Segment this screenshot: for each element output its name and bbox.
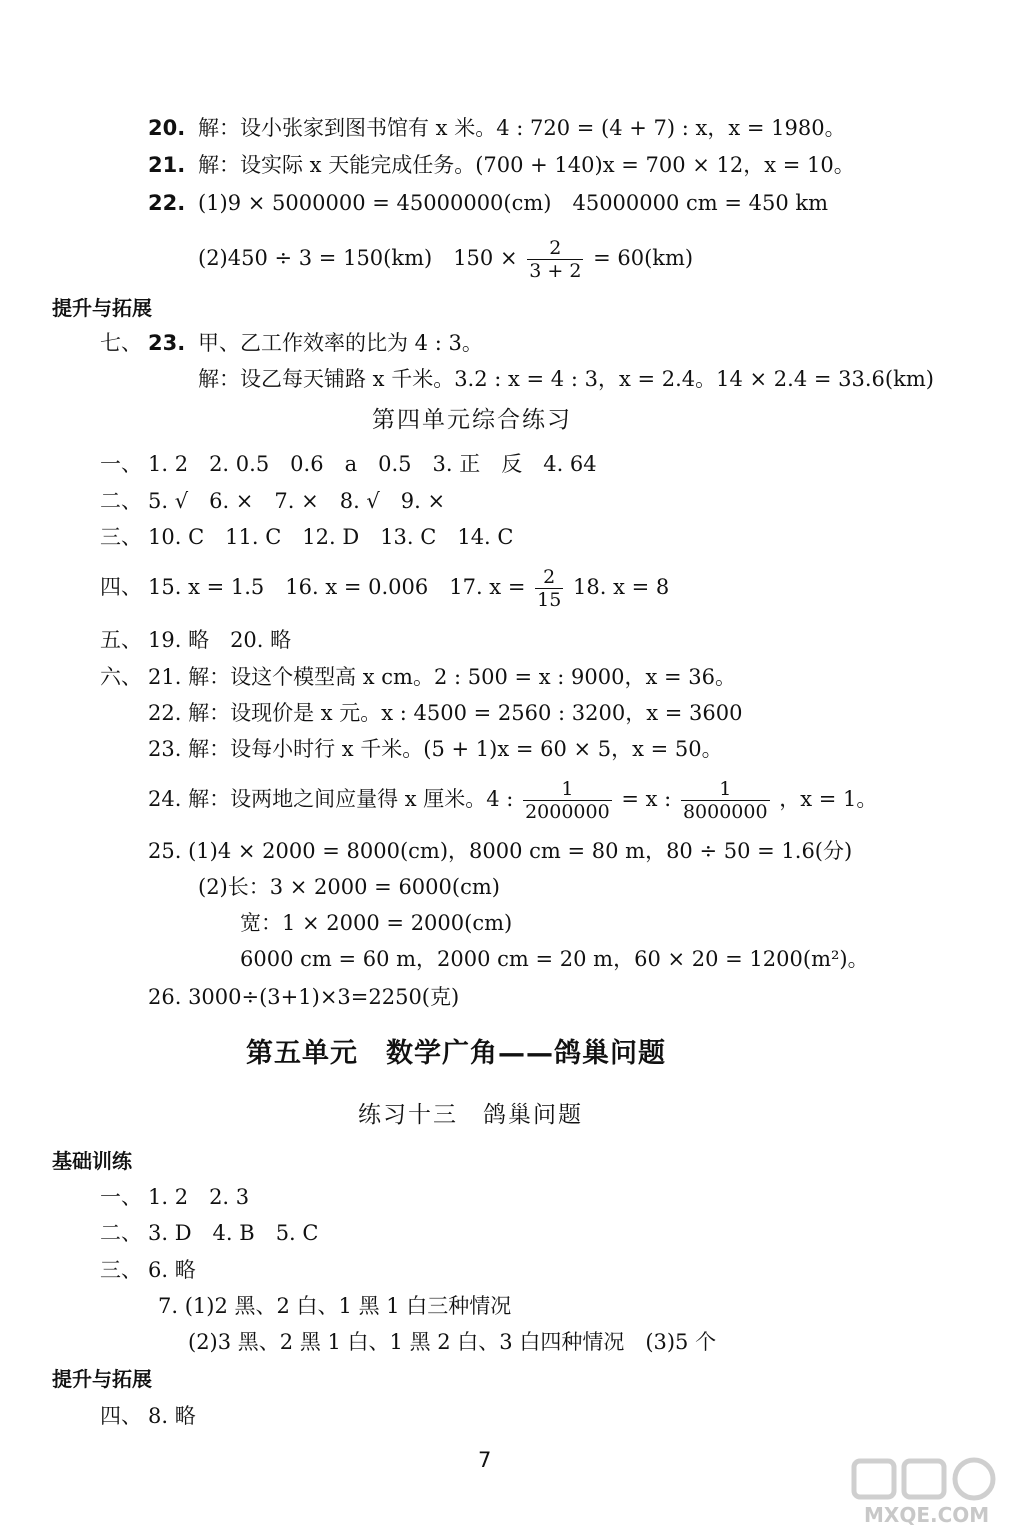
problem-21-number: 21.: [148, 153, 186, 177]
s-problem-7-part2: (2)3 黑、2 黑 1 白、1 黑 2 白、3 白四种情况 (3)5 个: [188, 1330, 717, 1354]
s-row-1-answers: 1. 2 2. 3: [148, 1185, 250, 1209]
problem-23-number: 23.: [148, 331, 186, 355]
s-row-2-prefix: 二、: [100, 1221, 142, 1245]
row-3-answers: 10. C 11. C 12. D 13. C 14. C: [148, 525, 514, 549]
row-2-answers: 5. √ 6. × 7. × 8. √ 9. ×: [148, 489, 446, 513]
problem-21b-text: 21. 解：设这个模型高 x cm。2 : 500 = x : 9000，x = 36。: [148, 665, 736, 689]
problem-25b-part1: 25. (1)4 × 2000 = 8000(cm)，8000 cm = 80 m，80 ÷ 50 = 1.6(分): [148, 839, 853, 863]
problem-20-text: 解：设小张家到图书馆有 x 米。4 : 720 = (4 + 7) : x，x = 1980。: [198, 116, 846, 140]
problem-26-text: 26. 3000÷(3+1)×3=2250(克): [148, 985, 460, 1009]
s-row-4-answers: 8. 略: [148, 1404, 196, 1428]
fraction-1-over-2000000: $\frac{1}{2000000}$: [525, 778, 610, 823]
row-1-prefix: 一、: [100, 452, 142, 476]
row-4-prefix: 四、: [100, 575, 142, 599]
fraction-2-over-15: $\frac{2}{15}$: [537, 566, 562, 611]
problem-24b-text: [148, 776, 877, 823]
problem-22-part2-suffix: = 60(km): [593, 246, 694, 270]
row-5-answers: 19. 略 20. 略: [148, 628, 292, 652]
s-problem-7-part1: 7. (1)2 黑、2 白、1 黑 1 白三种情况: [158, 1294, 512, 1318]
problem-22-part2-prefix: (2)450 ÷ 3 = 150(km) 150 ×: [198, 246, 518, 270]
s-row-3-prefix: 三、: [100, 1258, 142, 1282]
section-heading-tisheng: 提升与拓展: [52, 296, 152, 320]
problem-25b-part4: 6000 cm = 60 m，2000 cm = 20 m，60 × 20 = 1200(m²)。: [240, 947, 869, 971]
s-row-3-answers: 6. 略: [148, 1258, 196, 1282]
title-exercise-13: 练习十三 鸽巢问题: [358, 1102, 583, 1128]
s-row-4-prefix: 四、: [100, 1404, 142, 1428]
watermark-site-text: MXQE.COM: [864, 1503, 990, 1527]
problem-22-part2: [198, 236, 693, 282]
page-number: 7: [478, 1448, 492, 1472]
problem-22b-text: 22. 解：设现价是 x 元。x : 4500 = 2560 : 3200，x = 3600: [148, 701, 743, 725]
problem-23-prefix: 七、: [100, 331, 142, 355]
row-1-answers: 1. 2 2. 0.5 0.6 a 0.5 3. 正 反 4. 64: [148, 452, 597, 476]
problem-23b-text: 23. 解：设每小时行 x 千米。(5 + 1)x = 60 × 5，x = 50。: [148, 737, 723, 761]
row-2-prefix: 二、: [100, 489, 142, 513]
problem-24b-c: ，x = 1。: [779, 787, 878, 811]
row-5-prefix: 五、: [100, 628, 142, 652]
row-4-answers: [148, 564, 669, 611]
title-unit4-review: 第四单元综合练习: [372, 407, 572, 433]
row-4-answers-b: 18. x = 8: [573, 575, 670, 599]
problem-21-text: 解：设实际 x 天能完成任务。(700 + 140)x = 700 × 12，x = 10。: [198, 153, 855, 177]
row-6-prefix: 六、: [100, 665, 142, 689]
watermark-logo-icon: [850, 1455, 1000, 1503]
row-3-prefix: 三、: [100, 525, 142, 549]
problem-25b-part3: 宽：1 × 2000 = 2000(cm): [240, 911, 513, 935]
problem-20-number: 20.: [148, 116, 186, 140]
problem-25b-part2: (2)长：3 × 2000 = 6000(cm): [198, 875, 500, 899]
s-row-2-answers: 3. D 4. B 5. C: [148, 1221, 319, 1245]
problem-24b-b: = x :: [621, 787, 672, 811]
fraction-1-over-8000000: $\frac{1}{8000000}$: [682, 778, 768, 823]
problem-24b-a: 24. 解：设两地之间应量得 x 厘米。4 :: [148, 787, 514, 811]
section-heading-tisheng-2: 提升与拓展: [52, 1367, 152, 1391]
problem-23-solution: 解：设乙每天铺路 x 千米。3.2 : x = 4 : 3，x = 2.4。14 × 2.4 = 33.6(km): [198, 367, 934, 391]
watermark: [850, 1455, 1010, 1530]
row-4-answers-a: 15. x = 1.5 16. x = 0.006 17. x =: [148, 575, 526, 599]
fraction-2-over-3plus2: $\frac{2}{3 + 2}$: [529, 237, 582, 282]
section-heading-jichu: 基础训练: [52, 1149, 132, 1173]
problem-22-part1: (1)9 × 5000000 = 45000000(cm) 45000000 cm = 450 km: [198, 191, 829, 215]
title-unit5: 第五单元 数学广角——鸽巢问题: [246, 1038, 666, 1069]
problem-22-number: 22.: [148, 191, 186, 215]
s-row-1-prefix: 一、: [100, 1185, 142, 1209]
problem-23-text: 甲、乙工作效率的比为 4 : 3。: [198, 331, 483, 355]
